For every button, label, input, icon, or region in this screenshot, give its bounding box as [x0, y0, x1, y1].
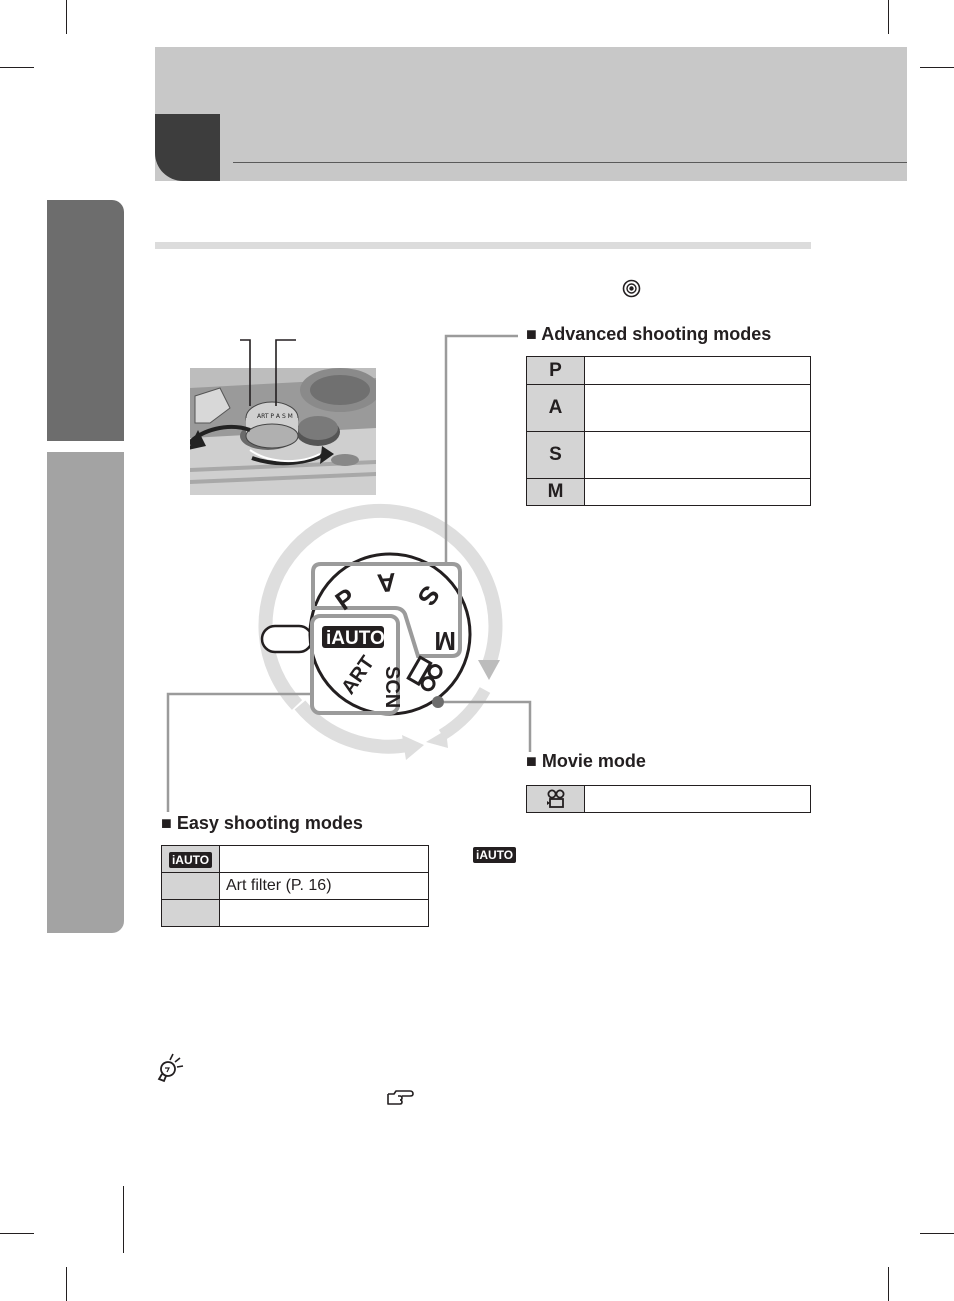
side-tab-current[interactable] — [47, 200, 124, 441]
chapter-number-tab — [155, 114, 220, 181]
table-row — [162, 846, 429, 873]
table-row — [162, 873, 429, 900]
crop-mark — [920, 1233, 954, 1234]
movie-camera-icon — [545, 789, 567, 809]
mode-key-s: S — [527, 432, 585, 479]
crop-mark — [920, 67, 954, 68]
crop-mark — [0, 67, 34, 68]
mode-desc-s — [585, 432, 811, 479]
advanced-modes-table — [526, 356, 811, 506]
mode-desc-m — [585, 479, 811, 506]
table-row — [527, 786, 811, 813]
dial-art: ART — [337, 652, 379, 699]
crop-mark — [66, 1267, 67, 1301]
table-row — [162, 900, 429, 927]
dial-m: M — [434, 626, 456, 656]
mode-desc-p — [585, 357, 811, 385]
mode-desc-art: Art filter (P. 16) — [220, 873, 429, 900]
bullet-square: ■ — [161, 813, 177, 833]
bullet-square: ■ — [526, 324, 542, 344]
dial-p: P — [329, 581, 362, 617]
dial-scn: SCN — [381, 666, 403, 709]
table-row — [527, 385, 811, 432]
pointing-hand-icon — [386, 1088, 414, 1106]
mode-desc-a — [585, 385, 811, 432]
crop-mark — [66, 0, 67, 34]
mode-key-a: A — [527, 385, 585, 432]
dial-s: S — [411, 580, 447, 612]
svg-text:ART P A S M: ART P A S M — [257, 413, 293, 420]
iauto-badge: iAUTO — [169, 852, 212, 868]
bullet-square: ■ — [526, 751, 542, 771]
table-row — [527, 479, 811, 506]
chapter-header-band — [155, 47, 907, 181]
crop-mark — [888, 0, 889, 34]
mode-dial-diagram — [155, 325, 545, 825]
mode-key-scn — [162, 900, 220, 927]
header-underline — [233, 162, 907, 163]
mode-key-art — [162, 873, 220, 900]
movie-mode-table — [526, 785, 811, 813]
table-row — [527, 357, 811, 385]
target-circle-icon — [622, 279, 641, 298]
table-row — [527, 432, 811, 479]
mode-desc-iauto — [220, 846, 429, 873]
crop-mark — [0, 1233, 34, 1234]
dial-a: A — [375, 567, 398, 599]
section-heading-rule — [155, 242, 811, 249]
crop-mark — [888, 1267, 889, 1301]
mode-desc-movie — [585, 786, 811, 813]
mode-desc-scn — [220, 900, 429, 927]
movie-mode-title: Movie mode — [541, 751, 646, 771]
advanced-modes-heading — [526, 324, 771, 345]
easy-modes-heading — [161, 813, 363, 834]
easy-modes-table — [161, 845, 429, 927]
movie-mode-heading — [526, 751, 646, 772]
crop-mark — [123, 1186, 124, 1253]
side-tab-section[interactable] — [47, 452, 124, 933]
mode-key-p: P — [527, 357, 585, 385]
advanced-modes-title: Advanced shooting modes — [541, 324, 772, 344]
easy-modes-title: Easy shooting modes — [176, 813, 363, 833]
mode-key-movie — [527, 786, 585, 813]
mode-key-m: M — [527, 479, 585, 506]
lightbulb-icon — [156, 1053, 186, 1083]
mode-key-iauto — [162, 846, 220, 873]
dial-iauto: iAUTO — [326, 628, 385, 649]
note-iauto-badge: iAUTO — [473, 847, 516, 863]
